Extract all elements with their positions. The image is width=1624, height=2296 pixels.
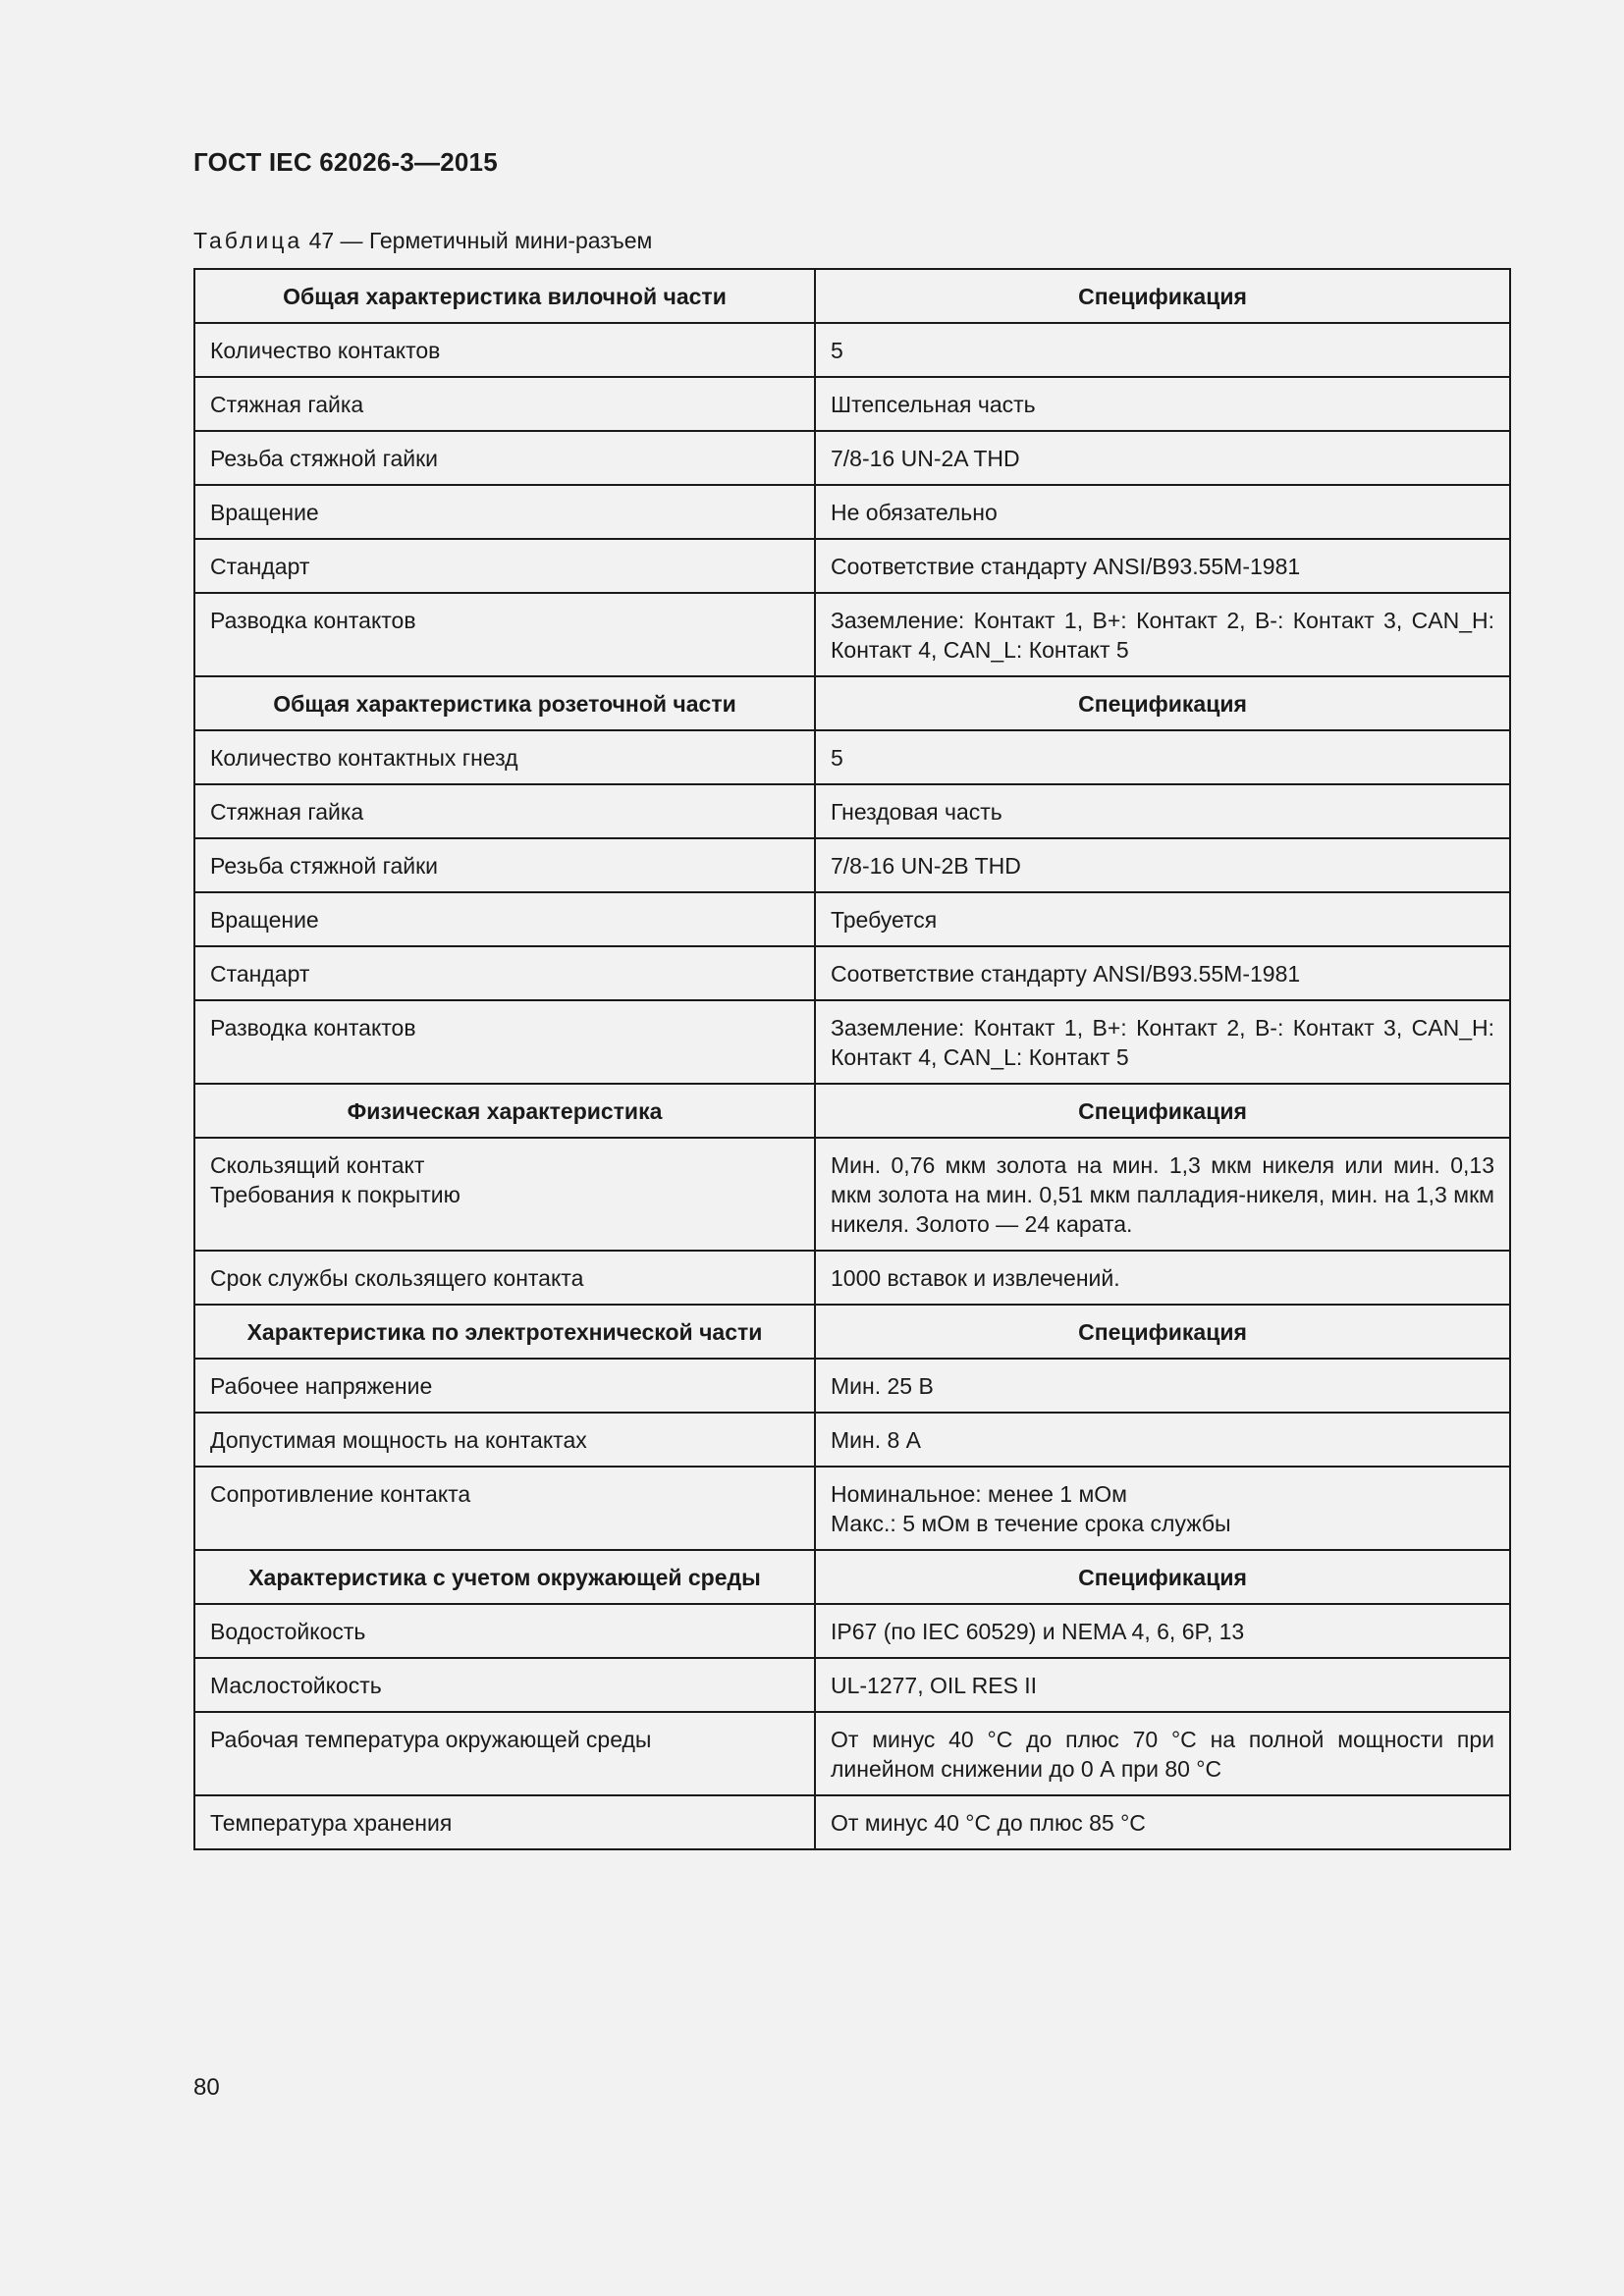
table-row bbox=[194, 838, 1510, 892]
cell-text: Водостойкость bbox=[210, 1619, 366, 1644]
parameter-cell bbox=[194, 1467, 815, 1550]
cell-text: Макс.: 5 мОм в течение срока службы bbox=[831, 1511, 1231, 1536]
table-row bbox=[194, 539, 1510, 593]
parameter-cell bbox=[194, 1138, 815, 1251]
table-row bbox=[194, 1658, 1510, 1712]
parameter-cell bbox=[194, 539, 815, 593]
section-heading: Характеристика с учетом окружающей среды bbox=[194, 1550, 815, 1604]
parameter-cell bbox=[194, 323, 815, 377]
cell-text: Требования к покрытию bbox=[210, 1182, 460, 1207]
parameter-cell bbox=[194, 946, 815, 1000]
cell-text: От минус 40 °C до плюс 70 °C на полной мощности при линейном снижении до 0 А при 80 °C bbox=[831, 1727, 1494, 1782]
spec-heading: Спецификация bbox=[815, 1550, 1510, 1604]
cell-text: Рабочая температура окружающей среды bbox=[210, 1727, 652, 1752]
table-row bbox=[194, 1712, 1510, 1795]
cell-text: Мин. 25 В bbox=[831, 1373, 934, 1399]
parameter-cell bbox=[194, 1359, 815, 1413]
table-caption-label: Таблица bbox=[193, 228, 303, 253]
parameter-cell bbox=[194, 431, 815, 485]
spec-heading: Спецификация bbox=[815, 1084, 1510, 1138]
value-cell bbox=[815, 1413, 1510, 1467]
value-cell bbox=[815, 1712, 1510, 1795]
spec-heading: Спецификация bbox=[815, 676, 1510, 730]
cell-text: Вращение bbox=[210, 907, 319, 933]
cell-text: 7/8-16 UN-2B THD bbox=[831, 853, 1021, 879]
cell-text: Резьба стяжной гайки bbox=[210, 446, 439, 471]
cell-text: Вращение bbox=[210, 500, 319, 525]
cell-text: Заземление: Контакт 1, B+: Контакт 2, B-: Контакт 3, CAN_H: Контакт 4, CAN_L: Контакт 5 bbox=[831, 1015, 1494, 1070]
cell-text: Резьба стяжной гайки bbox=[210, 853, 439, 879]
cell-text: Стяжная гайка bbox=[210, 392, 364, 417]
value-cell bbox=[815, 1000, 1510, 1084]
cell-text: Маслостойкость bbox=[210, 1673, 382, 1698]
table-row bbox=[194, 323, 1510, 377]
cell-text: Требуется bbox=[831, 907, 938, 933]
section-heading: Физическая характеристика bbox=[194, 1084, 815, 1138]
cell-text: Мин. 0,76 мкм золота на мин. 1,3 мкм никеля или мин. 0,13 мкм золота на мин. 0,51 мкм палладия-никеля, мин. на 1,3 мкм никеля. Золото — 24 карата. bbox=[831, 1152, 1494, 1237]
section-header-row bbox=[194, 1305, 1510, 1359]
parameter-cell bbox=[194, 485, 815, 539]
value-cell bbox=[815, 838, 1510, 892]
cell-text: Стандарт bbox=[210, 554, 310, 579]
spec-heading: Спецификация bbox=[815, 269, 1510, 323]
cell-text: Заземление: Контакт 1, B+: Контакт 2, B-: Контакт 3, CAN_H: Контакт 4, CAN_L: Контакт 5 bbox=[831, 608, 1494, 663]
value-cell bbox=[815, 431, 1510, 485]
value-cell bbox=[815, 593, 1510, 676]
table-row bbox=[194, 730, 1510, 784]
value-cell bbox=[815, 1795, 1510, 1849]
section-heading: Характеристика по электротехнической части bbox=[194, 1305, 815, 1359]
cell-text: Разводка контактов bbox=[210, 1015, 416, 1041]
section-header-row bbox=[194, 676, 1510, 730]
cell-text: Номинальное: менее 1 мОм bbox=[831, 1481, 1127, 1507]
parameter-cell bbox=[194, 1413, 815, 1467]
value-cell bbox=[815, 784, 1510, 838]
cell-text: Срок службы скользящего контакта bbox=[210, 1265, 584, 1291]
value-cell bbox=[815, 1658, 1510, 1712]
parameter-cell bbox=[194, 377, 815, 431]
cell-text: 5 bbox=[831, 338, 843, 363]
parameter-cell bbox=[194, 1795, 815, 1849]
value-cell bbox=[815, 323, 1510, 377]
cell-text: Стяжная гайка bbox=[210, 799, 364, 825]
table-row bbox=[194, 1795, 1510, 1849]
document-header: ГОСТ IEC 62026-3—2015 bbox=[193, 147, 498, 177]
cell-text: 1000 вставок и извлечений. bbox=[831, 1265, 1120, 1291]
value-cell bbox=[815, 1359, 1510, 1413]
table-row bbox=[194, 1413, 1510, 1467]
value-cell bbox=[815, 1251, 1510, 1305]
value-cell bbox=[815, 946, 1510, 1000]
section-header-row bbox=[194, 1084, 1510, 1138]
value-cell bbox=[815, 892, 1510, 946]
table-row bbox=[194, 1251, 1510, 1305]
table-row bbox=[194, 784, 1510, 838]
parameter-cell bbox=[194, 593, 815, 676]
cell-text: IP67 (по IEC 60529) и NEMA 4, 6, 6P, 13 bbox=[831, 1619, 1245, 1644]
parameter-cell bbox=[194, 1000, 815, 1084]
value-cell bbox=[815, 1604, 1510, 1658]
table-row bbox=[194, 1359, 1510, 1413]
cell-text: Соответствие стандарту ANSI/B93.55M-1981 bbox=[831, 961, 1301, 987]
table-row bbox=[194, 1000, 1510, 1084]
specification-table bbox=[193, 268, 1511, 1850]
table-row bbox=[194, 1604, 1510, 1658]
table-caption bbox=[193, 228, 652, 254]
table-row bbox=[194, 1467, 1510, 1550]
cell-text: Допустимая мощность на контактах bbox=[210, 1427, 587, 1453]
parameter-cell bbox=[194, 730, 815, 784]
cell-text: Количество контактов bbox=[210, 338, 441, 363]
cell-text: Гнездовая часть bbox=[831, 799, 1002, 825]
value-cell bbox=[815, 730, 1510, 784]
cell-text: Стандарт bbox=[210, 961, 310, 987]
cell-text: 5 bbox=[831, 745, 843, 771]
parameter-cell bbox=[194, 784, 815, 838]
cell-text: Рабочее напряжение bbox=[210, 1373, 433, 1399]
table-row bbox=[194, 431, 1510, 485]
value-cell bbox=[815, 485, 1510, 539]
parameter-cell bbox=[194, 1604, 815, 1658]
cell-text: 7/8-16 UN-2A THD bbox=[831, 446, 1020, 471]
cell-text: От минус 40 °C до плюс 85 °C bbox=[831, 1810, 1146, 1836]
table-row bbox=[194, 485, 1510, 539]
cell-text: UL-1277, OIL RES II bbox=[831, 1673, 1038, 1698]
cell-text: Скользящий контакт bbox=[210, 1152, 425, 1178]
cell-text: Не обязательно bbox=[831, 500, 998, 525]
cell-text: Температура хранения bbox=[210, 1810, 453, 1836]
section-header-row bbox=[194, 1550, 1510, 1604]
page-number: 80 bbox=[193, 2074, 220, 2101]
parameter-cell bbox=[194, 1658, 815, 1712]
cell-text: Сопротивление контакта bbox=[210, 1481, 471, 1507]
specification-table-body bbox=[194, 269, 1510, 1849]
section-heading: Общая характеристика розеточной части bbox=[194, 676, 815, 730]
value-cell bbox=[815, 1467, 1510, 1550]
cell-text: Штепсельная часть bbox=[831, 392, 1036, 417]
parameter-cell bbox=[194, 1712, 815, 1795]
value-cell bbox=[815, 377, 1510, 431]
table-row bbox=[194, 892, 1510, 946]
section-heading: Общая характеристика вилочной части bbox=[194, 269, 815, 323]
table-row bbox=[194, 377, 1510, 431]
table-row bbox=[194, 946, 1510, 1000]
section-header-row bbox=[194, 269, 1510, 323]
table-caption-text: 47 — Герметичный мини-разъем bbox=[302, 228, 653, 253]
parameter-cell bbox=[194, 838, 815, 892]
cell-text: Соответствие стандарту ANSI/B93.55M-1981 bbox=[831, 554, 1301, 579]
spec-heading: Спецификация bbox=[815, 1305, 1510, 1359]
value-cell bbox=[815, 539, 1510, 593]
value-cell bbox=[815, 1138, 1510, 1251]
cell-text: Количество контактных гнезд bbox=[210, 745, 518, 771]
parameter-cell bbox=[194, 892, 815, 946]
cell-text: Разводка контактов bbox=[210, 608, 416, 633]
cell-text: Мин. 8 А bbox=[831, 1427, 922, 1453]
table-row bbox=[194, 593, 1510, 676]
parameter-cell bbox=[194, 1251, 815, 1305]
table-row bbox=[194, 1138, 1510, 1251]
